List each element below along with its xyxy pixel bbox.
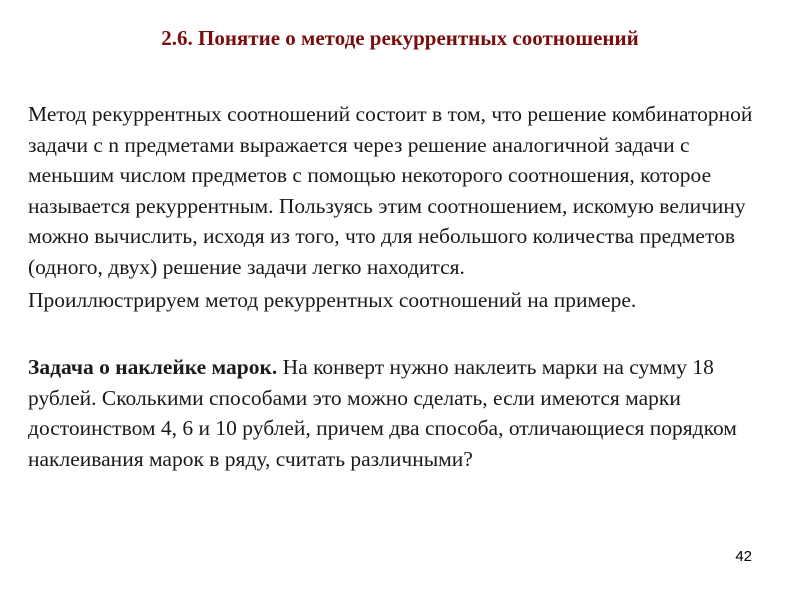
page-number: 42 — [735, 548, 752, 565]
problem-text: На конверт нужно наклеить марки на сумму 18 рублей. Сколькими способами это можно сделать, если имеются марки достоинством 4, 6 и 10 рублей, причем два способа, отличающиеся порядком наклеивания марок в ряду, считать различными? — [28, 355, 737, 471]
problem-paragraph — [28, 352, 776, 474]
definition-paragraph: Метод рекуррентных соотношений состоит в том, что решение комбинаторной задачи с n предметами выражается через решение аналогичной задачи с меньшим числом предметов с помощью некоторого соотношения, которое называется рекуррентным. Пользуясь этим соотношением, искомую величину можно вычислить, исходя из того, что для небольшого количества предметов (одного, двух) решение задачи легко находится. — [28, 102, 753, 279]
slide-body — [28, 99, 776, 475]
slide-title: 2.6. Понятие о методе рекуррентных соотношений — [161, 26, 639, 50]
problem-heading: Задача о наклейке марок. — [28, 355, 278, 380]
illustration-paragraph: Проиллюстрируем метод рекуррентных соотношений на примере. — [28, 287, 637, 312]
